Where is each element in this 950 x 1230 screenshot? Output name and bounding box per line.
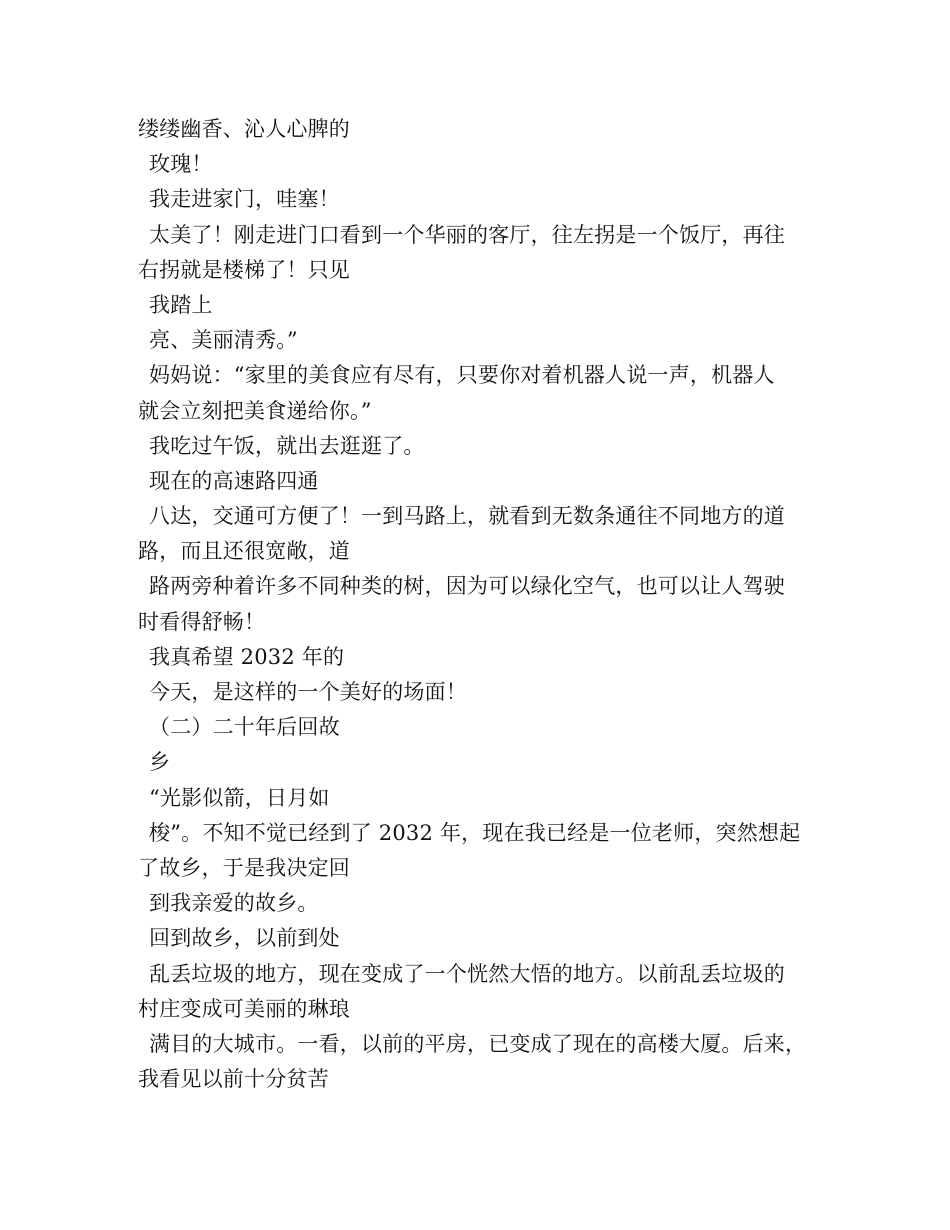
text-line: 路，而且还很宽敞，道 [138,539,350,564]
text-line: 了故乡，于是我决定回 [138,855,350,880]
text-line: 亮、美丽清秀。” [149,328,298,353]
text-line: 我吃过午饭，就出去逛逛了。 [149,433,425,458]
text-line: 妈妈说：“家里的美食应有尽有，只要你对着机器人说一声，机器人 [149,363,775,388]
text-line: 玫瑰！ [149,152,213,177]
text-line: 我踏上 [149,292,213,317]
text-line: 我真希望 2032 年的 [149,644,345,669]
text-line: 太美了！刚走进门口看到一个华丽的客厅，往左拐是一个饭厅，再往 [149,222,785,247]
text-line: 到我亲爱的故乡。 [149,891,319,916]
text-line: 我走进家门，哇塞！ [149,187,340,212]
text-line: 乱丢垃圾的地方，现在变成了一个恍然大悟的地方。以前乱丢垃圾的 [149,961,785,986]
text-line: 乡 [149,750,171,775]
text-line: 梭”。不知不觉已经到了 2032 年，现在我已经是一位老师，突然想起 [149,820,801,845]
text-line: 现在的高速路四通 [149,468,319,493]
text-line: 时看得舒畅！ [138,609,266,634]
text-line: 回到故乡，以前到处 [149,926,340,951]
text-line: 八达，交通可方便了！一到马路上，就看到无数条通往不同地方的道 [149,504,785,529]
text-line: 满目的大城市。一看，以前的平房，已变成了现在的高楼大厦。后来， [149,1031,807,1056]
text-line: 村庄变成可美丽的琳琅 [138,996,350,1021]
document-body [138,112,814,1097]
text-line: 就会立刻把美食递给你。” [138,398,372,423]
text-line: 右拐就是楼梯了！只见 [138,257,350,282]
text-line: 路两旁种着许多不同种类的树，因为可以绿化空气，也可以让人驾驶 [149,574,785,599]
text-line: “光影似箭，日月如 [149,785,330,810]
text-line: 今天，是这样的一个美好的场面！ [149,680,467,704]
text-line: 我看见以前十分贫苦 [138,1067,329,1092]
text-line: 缕缕幽香、沁人心脾的 [138,117,350,141]
text-line: （二）二十年后回故 [149,715,340,740]
